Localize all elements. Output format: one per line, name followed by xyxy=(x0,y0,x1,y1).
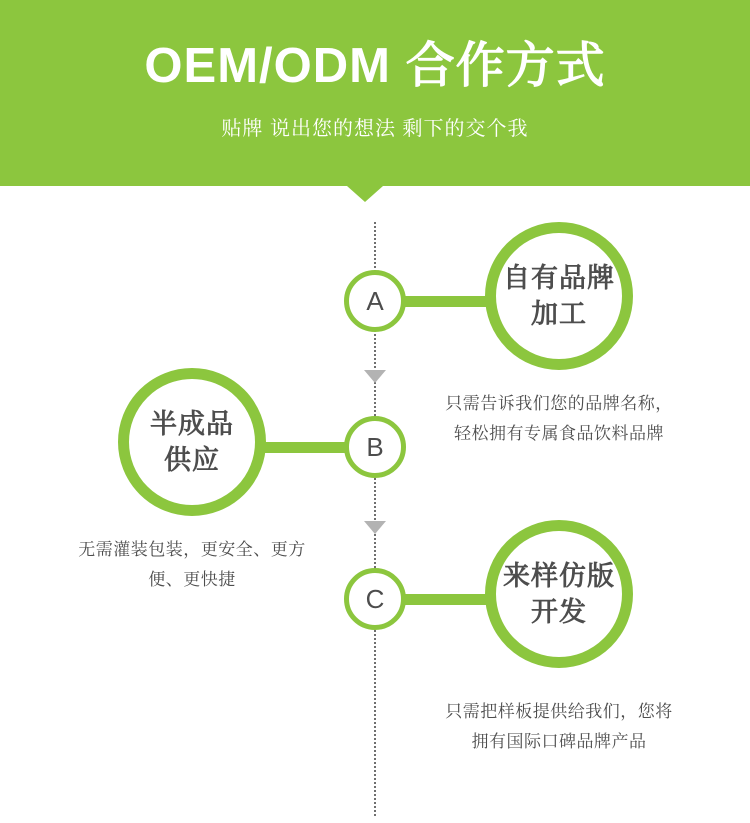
step-bubble-b-label xyxy=(150,406,234,479)
page-title: OEM/ODM 合作方式 xyxy=(144,39,606,93)
step-bubble-a-label-line1: 自有品牌 xyxy=(503,262,615,293)
step-bubble-c-label xyxy=(503,558,615,631)
page-subtitle: 贴牌 说出您的想法 剩下的交个我 xyxy=(221,117,529,140)
step-caption-c: 只需把样板提供给我们，您将拥有国际口碑品牌产品 xyxy=(445,702,673,751)
connector-bar-b xyxy=(252,442,348,453)
connector-bar-a xyxy=(398,296,498,307)
step-bubble-b xyxy=(118,368,266,516)
header-band xyxy=(0,0,750,186)
header-content xyxy=(0,0,750,141)
step-bubble-b-label-line1: 半成品 xyxy=(150,408,234,439)
arrow-down-icon xyxy=(364,370,386,383)
step-letter-c: C xyxy=(344,568,406,630)
step-letter-a: A xyxy=(344,270,406,332)
step-caption-b: 无需灌装包装，更安全、更方便、更快捷 xyxy=(78,540,306,589)
step-bubble-a-label-line2: 加工 xyxy=(531,299,587,329)
step-bubble-c xyxy=(485,520,633,668)
header-notch-triangle-icon xyxy=(347,186,383,202)
step-bubble-c-label-line1: 来样仿版 xyxy=(503,560,615,591)
arrow-down-icon xyxy=(364,521,386,534)
connector-bar-c xyxy=(398,594,498,605)
step-caption-a: 只需告诉我们您的品牌名称，轻松拥有专属食品饮料品牌 xyxy=(445,394,673,443)
step-bubble-a-label xyxy=(503,260,615,333)
step-bubble-c-label-line2: 开发 xyxy=(531,597,587,627)
step-letter-b: B xyxy=(344,416,406,478)
step-bubble-b-label-line2: 供应 xyxy=(164,445,220,475)
step-bubble-a xyxy=(485,222,633,370)
